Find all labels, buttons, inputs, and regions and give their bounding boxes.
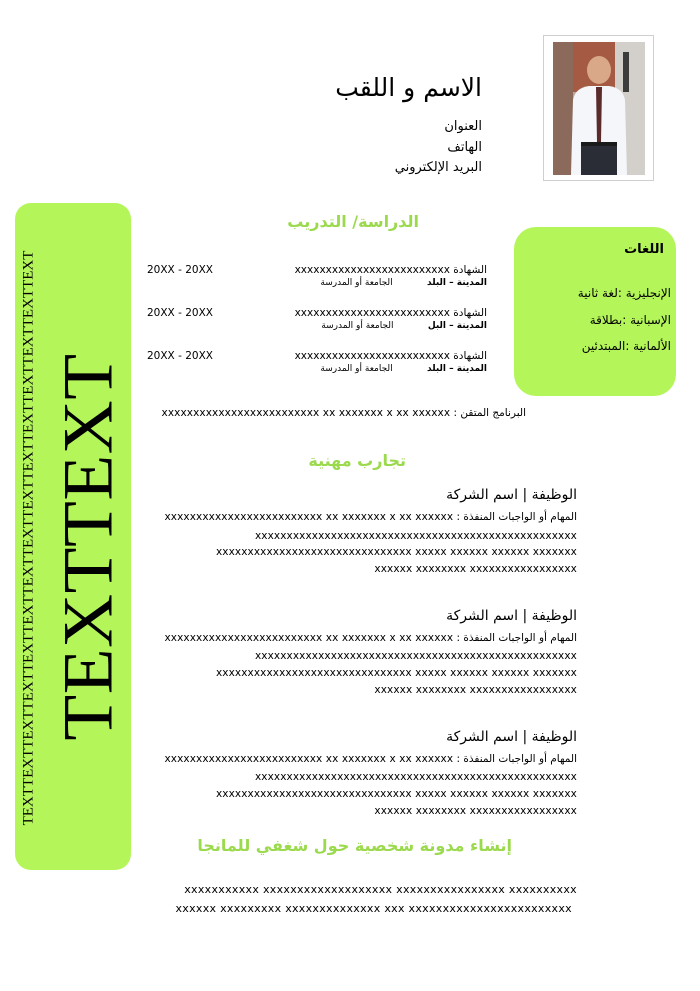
experience-title: تجارب مهنية: [308, 451, 406, 470]
address-label: العنوان: [444, 119, 482, 134]
job-line: xxxxxx xxxxxxxx xxxxxxxxxxxxxxxxx: [374, 805, 577, 817]
blog-title: إنشاء مدونة شخصية حول شغفي للمانجا: [197, 836, 512, 855]
edu-degree: الشهادة xxxxxxxxxxxxxxxxxxxxxxxxx: [294, 350, 487, 362]
job-line: xxxxxxxxxxxxxxxxxxxxxxxxxxxxxxx xxxxx xxxxxx xxxxxx xxxxxxx: [215, 667, 577, 679]
job-line: xxxxxxxxxxxxxxxxxxxxxxxxxxxxxxxxxxxxxxxxxxxxxxxxxxx: [254, 650, 577, 662]
phone-label: الهاتف: [447, 140, 482, 155]
job-line: xxxxxx xxxxxxxx xxxxxxxxxxxxxxxxx: [374, 684, 577, 696]
software-line: البرنامج المتقن : xxxxxxxxxxxxxxxxxxxxxxxxx xx xxxxxxx x xx xxxxxx: [161, 407, 526, 419]
person-photo-illustration: [553, 42, 645, 175]
edu-city-line: المدينة – البلد الجامعة أو المدرسة: [320, 364, 487, 374]
languages-title: اللغات: [624, 242, 664, 257]
education-title: الدراسة/ التدريب: [287, 212, 419, 231]
job-line: المهام أو الواجبات المنفذة : xxxxxxxxxxxxxxxxxxxxxxxxx xx xxxxxxx x xx xxxxxx: [164, 511, 577, 523]
edu-date: 20XX - 20XX: [147, 350, 213, 362]
job-line: المهام أو الواجبات المنفذة : xxxxxxxxxxxxxxxxxxxxxxxxx xx xxxxxxx x xx xxxxxx: [164, 632, 577, 644]
blog-line: xxxxxxxxxxx xxxxxxxxxxxxxxxxxxx xxxxxxxxxxxxxxxx xxxxxxxxxx: [184, 883, 577, 896]
job-title: الوظيفة | اسم الشركة: [446, 487, 577, 503]
job-line: المهام أو الواجبات المنفذة : xxxxxxxxxxxxxxxxxxxxxxxxx xx xxxxxxx x xx xxxxxx: [164, 753, 577, 765]
job-line: xxxxxxxxxxxxxxxxxxxxxxxxxxxxxxx xxxxx xxxxxx xxxxxx xxxxxxx: [215, 546, 577, 558]
profile-photo: [543, 35, 654, 181]
job-line: xxxxxxxxxxxxxxxxxxxxxxxxxxxxxxx xxxxx xxxxxx xxxxxx xxxxxxx: [215, 788, 577, 800]
blog-line: xxxxxx xxxxxxxxx xxxxxxxxxxxxxx xxx xxxxxxxxxxxxxxxxxxxxxxxx: [175, 902, 572, 915]
job-title: الوظيفة | اسم الشركة: [446, 729, 577, 745]
job-line: xxxxxxxxxxxxxxxxxxxxxxxxxxxxxxxxxxxxxxxxxxxxxxxxxxx: [254, 530, 577, 542]
language-item: الإنجليزية :لغة ثانية: [577, 286, 671, 300]
full-name: الاسم و اللقب: [335, 73, 482, 102]
job-line: xxxxxxxxxxxxxxxxxxxxxxxxxxxxxxxxxxxxxxxxxxxxxxxxxxx: [254, 771, 577, 783]
edu-city-line: المدينة – البل الجامعة أو المدرسة: [321, 321, 487, 331]
edu-degree: الشهادة xxxxxxxxxxxxxxxxxxxxxxxxx: [294, 307, 487, 319]
edu-degree: الشهادة xxxxxxxxxxxxxxxxxxxxxxxxx: [294, 264, 487, 276]
job-line: xxxxxx xxxxxxxx xxxxxxxxxxxxxxxxx: [374, 563, 577, 575]
edu-date: 20XX - 20XX: [147, 307, 213, 319]
language-item: الألمانية :المبتدئين: [581, 339, 671, 353]
language-item: الإسبانية :بطلاقة: [589, 313, 671, 327]
job-title: الوظيفة | اسم الشركة: [446, 608, 577, 624]
edu-city-line: المدينة – البلد الجامعة أو المدرسة: [320, 278, 487, 288]
email-label: البريد الإلكتروني: [394, 160, 482, 175]
edu-date: 20XX - 20XX: [147, 264, 213, 276]
